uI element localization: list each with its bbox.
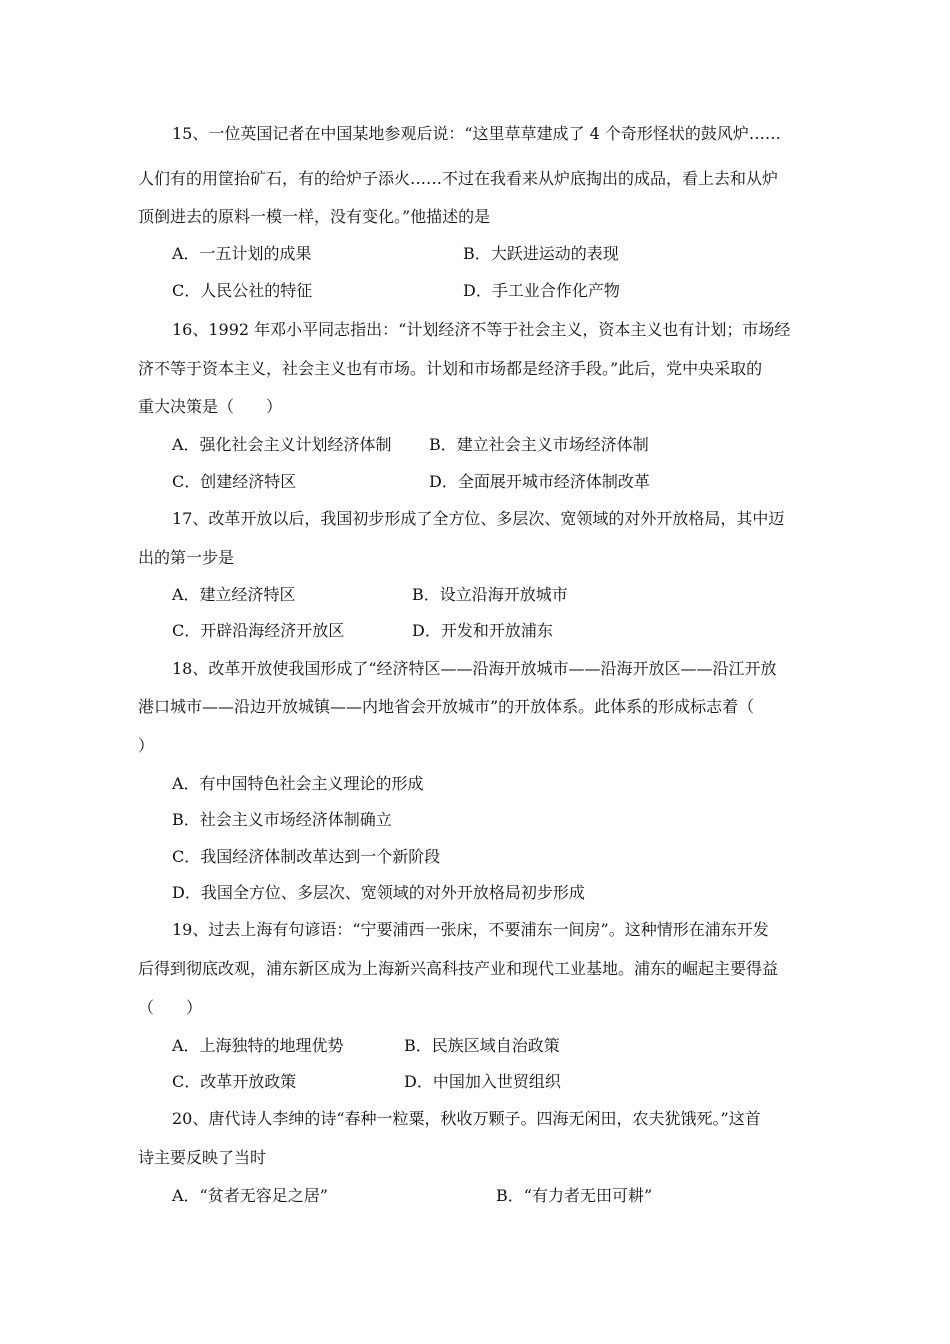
question-text-line: 港口城市——沿边开放城镇——内地省会开放城市”的开放体系。此体系的形成标志着（ xyxy=(138,697,755,716)
option-b: B．大跃进运动的表现 xyxy=(463,244,619,263)
option-c: C．开辟沿海经济开放区 xyxy=(172,621,345,640)
option-a: A．一五计划的成果 xyxy=(172,244,312,263)
question-text-line: 济不等于资本主义，社会主义也有市场。计划和市场都是经济手段。”此后，党中央采取的 xyxy=(138,359,763,378)
question-text-line: 19、过去上海有句谚语：“宁要浦西一张床，不要浦东一间房”。这种情形在浦东开发 xyxy=(172,920,769,939)
question-text-line: 重大决策是（ ） xyxy=(138,397,283,416)
option-b: B．“有力者无田可耕” xyxy=(496,1186,653,1205)
question-text-line: 诗主要反映了当时 xyxy=(138,1148,267,1167)
option-d: D．全面展开城市经济体制改革 xyxy=(429,472,650,491)
question-text-line: 15、一位英国记者在中国某地参观后说：“这里草草建成了 4 个奇形怪状的鼓风炉…… xyxy=(172,124,781,143)
option-d: D．开发和开放浦东 xyxy=(412,621,553,640)
option-c: C．改革开放政策 xyxy=(172,1072,297,1091)
question-text-line: ） xyxy=(138,736,155,755)
question-text-line: 17、改革开放以后，我国初步形成了全方位、多层次、宽领域的对外开放格局，其中迈 xyxy=(172,509,785,528)
option-d: D．中国加入世贸组织 xyxy=(404,1072,561,1091)
option-b: B．民族区域自治政策 xyxy=(404,1036,560,1055)
option-a: A．“贫者无容足之居” xyxy=(172,1186,328,1205)
question-text-line: 人们有的用筐抬矿石，有的给炉子添火……不过在我看来从炉底掏出的成品，看上去和从炉 xyxy=(138,169,779,188)
option-c: C．创建经济特区 xyxy=(172,472,297,491)
option-b: B．建立社会主义市场经济体制 xyxy=(429,435,649,454)
option-c: C．人民公社的特征 xyxy=(172,281,313,300)
option-a: A．上海独特的地理优势 xyxy=(172,1036,344,1055)
question-text-line: 18、改革开放使我国形成了“经济特区——沿海开放城市——沿海开放区——沿江开放 xyxy=(172,659,777,678)
option-b: B．社会主义市场经济体制确立 xyxy=(172,810,392,829)
question-text-line: 出的第一步是 xyxy=(138,548,235,567)
option-d: D．手工业合作化产物 xyxy=(463,281,620,300)
option-b: B．设立沿海开放城市 xyxy=(412,585,568,604)
option-a: A．强化社会主义计划经济体制 xyxy=(172,435,392,454)
option-a: A．有中国特色社会主义理论的形成 xyxy=(172,774,424,793)
question-text-line: 顶倒进去的原料一模一样，没有变化。”他描述的是 xyxy=(138,207,491,226)
option-a: A．建立经济特区 xyxy=(172,585,296,604)
option-c: C．我国经济体制改革达到一个新阶段 xyxy=(172,847,441,866)
question-text-line: 20、唐代诗人李绅的诗“春种一粒粟，秋收万颗子。四海无闲田，农夫犹饿死。”这首 xyxy=(172,1109,761,1128)
question-text-line: 后得到彻底改观，浦东新区成为上海新兴高科技产业和现代工业基地。浦东的崛起主要得益 xyxy=(138,959,779,978)
option-d: D．我国全方位、多层次、宽领域的对外开放格局初步形成 xyxy=(172,883,585,902)
question-text-line: （ ） xyxy=(138,998,203,1017)
question-text-line: 16、1992 年邓小平同志指出：“计划经济不等于社会主义，资本主义也有计划；市场经 xyxy=(172,320,791,339)
